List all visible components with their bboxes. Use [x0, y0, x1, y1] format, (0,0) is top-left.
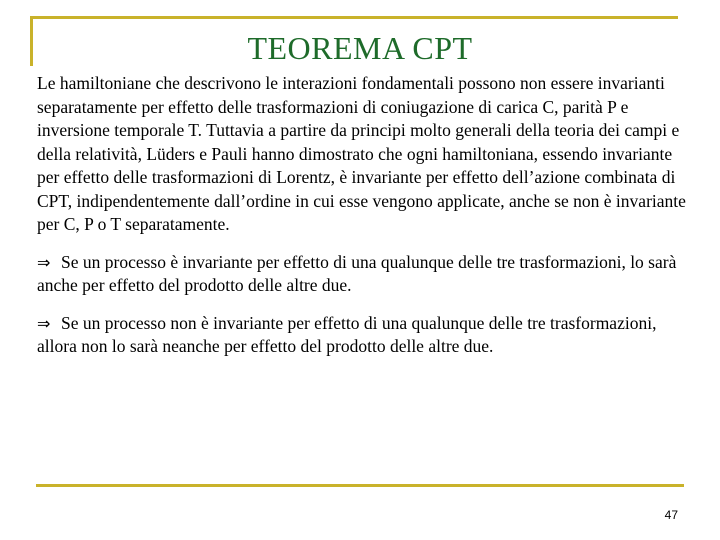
implies-arrow-icon: ⇒	[37, 313, 51, 333]
paragraph-noninvariant-process	[37, 312, 697, 359]
implies-arrow-icon: ⇒	[37, 252, 51, 272]
slide-title: TEOREMA CPT	[247, 30, 473, 66]
paragraph-cpt-theorem: Le hamiltoniane che descrivono le interazioni fondamentali possono non essere invarianti separatamente per effetto delle trasformazioni di coniugazione di carica C, parità P e inversione temporale T. Tuttavia a partire da principi molto generali della teoria dei campi e della relatività, Lüders e Pauli hanno dimostrato che ogni hamiltoniana, essendo invariante per effetto delle trasformazioni di Lorentz, è invariante per effetto dell’azione combinata di CPT, indipendentemente dall’ordine in cui esse vengono applicate, anche se non è invariante per C, P o T separatamente.	[37, 73, 686, 234]
paragraph-noninvariant-process-text: Se un processo non è invariante per effetto di una qualunque delle tre trasformazioni, allora non lo sarà neanche per effetto del prodotto delle altre due.	[37, 312, 657, 356]
top-rule	[30, 16, 678, 19]
bottom-rule	[36, 484, 684, 487]
paragraph-invariant-process	[37, 251, 697, 298]
page-number: 47	[664, 508, 678, 522]
slide-body	[37, 72, 697, 371]
paragraph-invariant-process-text: Se un processo è invariante per effetto di una qualunque delle tre trasformazioni, lo sarà anche per effetto del prodotto delle altre due.	[37, 251, 677, 295]
